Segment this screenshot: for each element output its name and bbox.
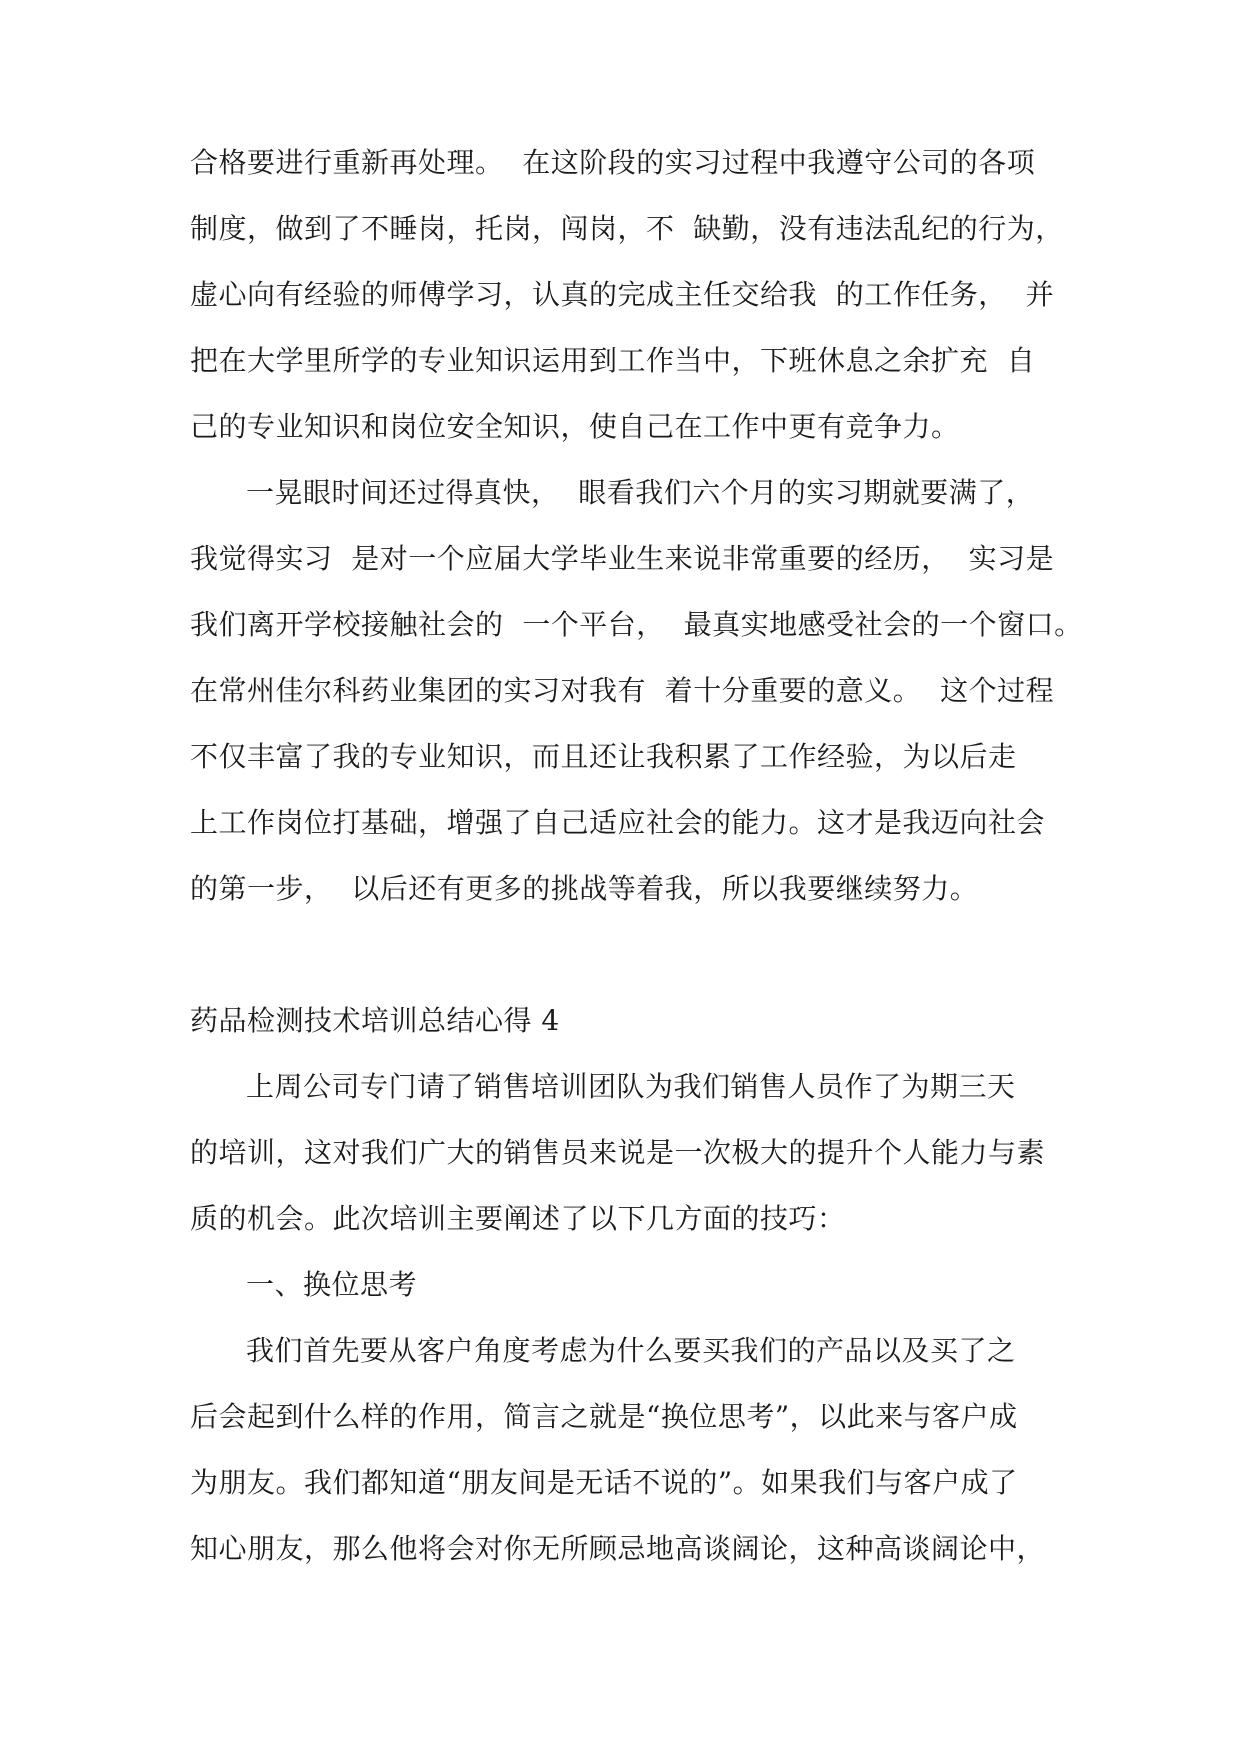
subheading: 一、换位思考 [246,1268,418,1301]
text-line: 虚心向有经验的师傅学习，认真的完成主任交给我 的工作任务， 并 [190,278,1055,311]
text-line: 把在大学里所学的专业知识运用到工作当中，下班休息之余扩充 自 [190,344,1036,377]
text-line: 的第一步， 以后还有更多的挑战等着我，所以我要继续努力。 [190,872,979,905]
text-line: 的培训，这对我们广大的销售员来说是一次极大的提升个人能力与素 [190,1136,1046,1169]
text-line: 合格要进行重新再处理。 在这阶段的实习过程中我遵守公司的各项 [190,146,1036,179]
text-line: 上工作岗位打基础，增强了自己适应社会的能力。这才是我迈向社会 [190,806,1046,839]
text-line: 质的机会。此次培训主要阐述了以下几方面的技巧： [190,1202,846,1235]
text-line: 我们首先要从客户角度考虑为什么要买我们的产品以及买了之 [246,1334,1016,1367]
text-line: 一晃眼时间还过得真快， 眼看我们六个月的实习期就要满了， [246,476,1035,509]
text-line: 知心朋友，那么他将会对你无所顾忌地高谈阔论，这种高谈阔论中， [190,1532,1046,1565]
text-line: 我们离开学校接触社会的 一个平台， 最真实地感受社会的一个窗口。 [190,608,1083,641]
text-line: 为朋友。我们都知道“朋友间是无话不说的”。如果我们与客户成了 [190,1466,1018,1499]
text-line: 我觉得实习 是对一个应届大学毕业生来说非常重要的经历， 实习是 [190,542,1055,575]
text-line: 己的专业知识和岗位安全知识，使自己在工作中更有竞争力。 [190,410,960,443]
text-line: 上周公司专门请了销售培训团队为我们销售人员作了为期三天 [246,1070,1016,1103]
text-line: 制度，做到了不睡岗，托岗，闯岗，不 缺勤，没有违法乱纪的行为， [190,212,1064,245]
text-line: 不仅丰富了我的专业知识，而且还让我积累了工作经验，为以后走 [190,740,1017,773]
text-line: 在常州佳尔科药业集团的实习对我有 着十分重要的意义。 这个过程 [190,674,1055,707]
section-heading: 药品检测技术培训总结心得 4 [190,1004,560,1037]
text-line: 后会起到什么样的作用，简言之就是“换位思考”，以此来与客户成 [190,1400,1018,1433]
